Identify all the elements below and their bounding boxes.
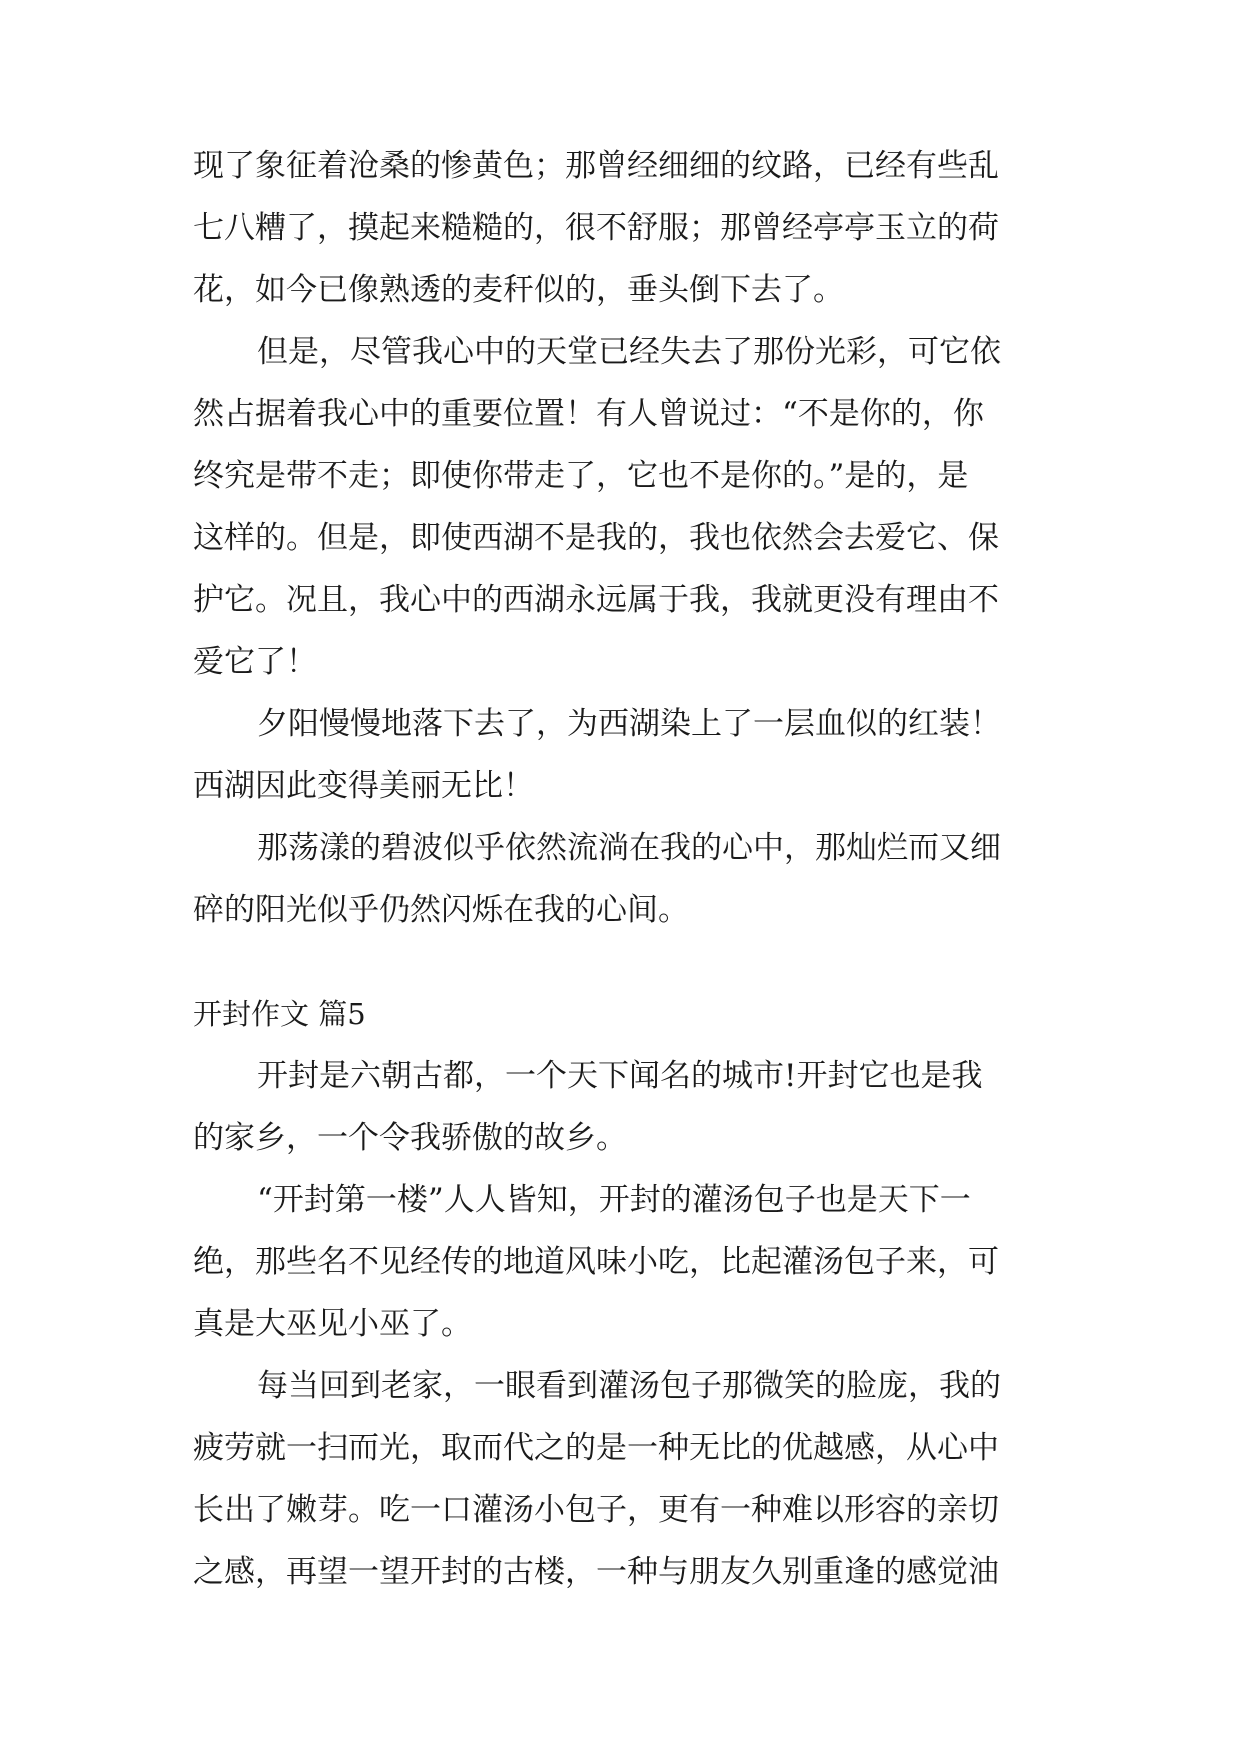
text-line: 的家乡，一个令我骄傲的故乡。 — [193, 1120, 627, 1156]
paragraph-start-line: 那荡漾的碧波似乎依然流淌在我的心中，那灿烂而又细 — [257, 830, 1001, 866]
text-line: 疲劳就一扫而光，取而代之的是一种无比的优越感，从心中 — [193, 1430, 999, 1466]
text-line: 真是大巫见小巫了。 — [193, 1306, 472, 1342]
text-line: 然占据着我心中的重要位置！有人曾说过：“不是你的，你 — [193, 396, 984, 432]
text-line: 碎的阳光似乎仍然闪烁在我的心间。 — [193, 892, 689, 928]
paragraph-start-line: 但是，尽管我心中的天堂已经失去了那份光彩，可它依 — [257, 334, 1001, 370]
text-line: 花，如今已像熟透的麦秆似的，垂头倒下去了。 — [193, 272, 844, 308]
text-line: 之感，再望一望开封的古楼，一种与朋友久别重逢的感觉油 — [193, 1554, 999, 1590]
paragraph-start-line: “开封第一楼”人人皆知，开封的灌汤包子也是天下一 — [257, 1182, 971, 1218]
paragraph-start-line: 每当回到老家，一眼看到灌汤包子那微笑的脸庞，我的 — [257, 1368, 1001, 1404]
text-line: 长出了嫩芽。吃一口灌汤小包子，更有一种难以形容的亲切 — [193, 1492, 999, 1528]
text-line: 西湖因此变得美丽无比！ — [193, 768, 534, 804]
section-heading: 开封作文 篇5 — [193, 997, 366, 1031]
text-line: 绝，那些名不见经传的地道风味小吃，比起灌汤包子来，可 — [193, 1244, 999, 1280]
text-line: 终究是带不走；即使你带走了，它也不是你的。”是的，是 — [193, 458, 969, 494]
paragraph-start-line: 开封是六朝古都，一个天下闻名的城市!开封它也是我 — [257, 1058, 983, 1094]
text-line: 这样的。但是，即使西湖不是我的，我也依然会去爱它、保 — [193, 520, 999, 556]
text-line: 护它。况且，我心中的西湖永远属于我，我就更没有理由不 — [193, 582, 999, 618]
text-line: 爱它了！ — [193, 644, 317, 680]
text-line: 七八糟了，摸起来糙糙的，很不舒服；那曾经亭亭玉立的荷 — [193, 210, 999, 246]
text-line: 现了象征着沧桑的惨黄色；那曾经细细的纹路，已经有些乱 — [193, 148, 999, 184]
paragraph-start-line: 夕阳慢慢地落下去了，为西湖染上了一层血似的红装！ — [257, 706, 1001, 742]
